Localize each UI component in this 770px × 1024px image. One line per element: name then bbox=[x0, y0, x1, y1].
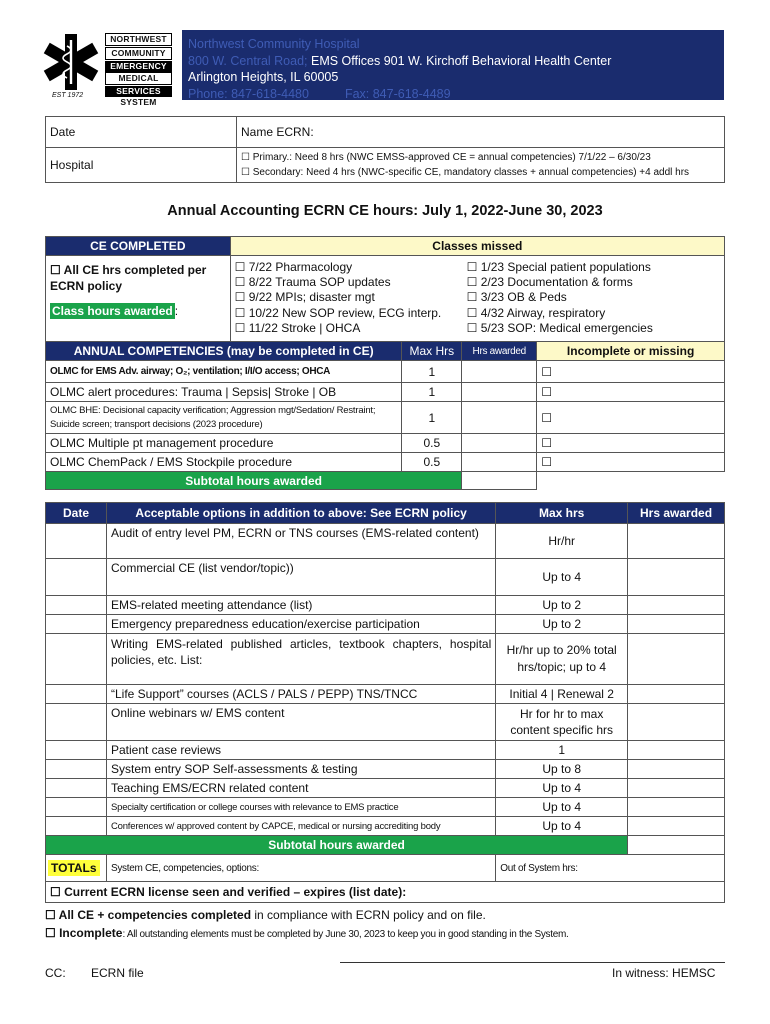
competency-checkbox[interactable]: ☐ bbox=[537, 402, 725, 434]
competency-name: OLMC BHE: Decisional capacity verification; Aggression mgt/Sedation/ Restraint; Suicide screen; transport decisions (2023 procedure) bbox=[46, 402, 402, 434]
option-date-input[interactable] bbox=[46, 559, 107, 596]
competency-name: OLMC ChemPack / EMS Stockpile procedure bbox=[46, 453, 402, 472]
class-item[interactable]: ☐ 11/22 Stroke | OHCA bbox=[234, 320, 361, 335]
competency-checkbox[interactable]: ☐ bbox=[537, 453, 725, 472]
option-name: Emergency preparedness education/exercise participation bbox=[106, 615, 495, 634]
option-max: 1 bbox=[496, 741, 628, 760]
competency-checkbox[interactable]: ☐ bbox=[537, 361, 725, 383]
ce-completed-header: CE COMPLETED bbox=[46, 237, 231, 256]
option-date-input[interactable] bbox=[46, 634, 107, 685]
logo-line-4: MEDICAL bbox=[105, 72, 172, 85]
competency-name: OLMC alert procedures: Trauma | Sepsis| Stroke | OB bbox=[46, 383, 402, 402]
classes-missed-header: Classes missed bbox=[230, 237, 724, 256]
option-max: Up to 4 bbox=[496, 798, 628, 817]
competency-awarded-input[interactable] bbox=[462, 402, 537, 434]
logo-line-1: NORTHWEST bbox=[105, 33, 172, 46]
competency-checkbox[interactable]: ☐ bbox=[537, 383, 725, 402]
all-ce-completed-checkbox[interactable]: ☐ All CE + competencies completed bbox=[45, 908, 252, 922]
star-of-life-icon bbox=[38, 32, 104, 92]
secondary-option[interactable]: ☐ Secondary: Need 4 hrs (NWC-specific CE, mandatory classes + annual competencies) +4 addl hrs bbox=[241, 167, 690, 178]
option-name: System entry SOP Self-assessments & testing bbox=[106, 760, 495, 779]
table-row bbox=[46, 779, 725, 798]
option-name: Patient case reviews bbox=[106, 741, 495, 760]
option-date-input[interactable] bbox=[46, 524, 107, 559]
option-date-input[interactable] bbox=[46, 817, 107, 836]
competency-awarded-input[interactable] bbox=[462, 453, 537, 472]
table-row bbox=[46, 817, 725, 836]
hospital-label: Hospital bbox=[46, 148, 237, 183]
class-item[interactable]: ☐ 3/23 OB & Peds bbox=[466, 290, 567, 305]
table-row bbox=[46, 434, 725, 453]
option-name: Commercial CE (list vendor/topic)) bbox=[106, 559, 495, 596]
option-name: Audit of entry level PM, ECRN or TNS courses (EMS-related content) bbox=[106, 524, 495, 559]
table-row bbox=[46, 798, 725, 817]
classes-right-list bbox=[467, 260, 653, 336]
option-max: Up to 2 bbox=[496, 596, 628, 615]
class-item[interactable]: ☐ 8/22 Trauma SOP updates bbox=[234, 275, 391, 290]
option-max: Up to 4 bbox=[496, 559, 628, 596]
class-item[interactable]: ☐ 4/32 Airway, respiratory bbox=[466, 305, 606, 320]
option-awarded-input[interactable] bbox=[628, 596, 725, 615]
table-row bbox=[46, 402, 725, 434]
logo-line-5: SERVICES bbox=[105, 86, 172, 97]
license-verified-checkbox[interactable]: ☐ Current ECRN license seen and verified – expires (list date): bbox=[46, 882, 725, 903]
competency-awarded-input[interactable] bbox=[462, 383, 537, 402]
primary-option[interactable]: ☐ Primary.: Need 8 hrs (NWC EMSS-approved CE = annual competencies) 7/1/22 – 6/30/23 bbox=[241, 152, 651, 163]
option-awarded-input[interactable] bbox=[628, 741, 725, 760]
option-date-input[interactable] bbox=[46, 779, 107, 798]
witness-label: In witness: HEMSC bbox=[612, 966, 716, 980]
table-row bbox=[46, 615, 725, 634]
city-state-zip: Arlington Heights, IL 60005 bbox=[188, 70, 339, 84]
options-awarded-header: Hrs awarded bbox=[628, 503, 725, 524]
competencies-subtotal-label: Subtotal hours awarded bbox=[46, 472, 462, 490]
date-label: Date bbox=[46, 117, 237, 148]
option-awarded-input[interactable] bbox=[628, 760, 725, 779]
name-ecrn-field[interactable]: Name ECRN: bbox=[237, 117, 725, 148]
option-name: Online webinars w/ EMS content bbox=[106, 704, 495, 741]
option-max: Hr for hr to max content specific hrs bbox=[496, 704, 628, 741]
options-subtotal-input[interactable] bbox=[628, 836, 725, 855]
competencies-subtotal-input[interactable] bbox=[462, 472, 537, 490]
table-row bbox=[46, 741, 725, 760]
class-item[interactable]: ☐ 7/22 Pharmacology bbox=[234, 260, 353, 274]
competencies-header: ANNUAL COMPETENCIES (may be completed in CE) bbox=[46, 342, 402, 361]
hospital-name: Northwest Community Hospital bbox=[188, 37, 360, 51]
all-ce-completed-text: in compliance with ECRN policy and on file. bbox=[251, 908, 486, 922]
competency-max: 0.5 bbox=[402, 434, 462, 453]
options-header: Acceptable options in addition to above: See ECRN policy bbox=[106, 503, 495, 524]
option-name: Teaching EMS/ECRN related content bbox=[106, 779, 495, 798]
ecrn-info-table bbox=[45, 116, 725, 183]
ce-table: CE COMPLETED Classes missed ☐ All CE hrs completed per ECRN policy Class hours awarded : ☐ 7/22 Pharmacology ☐ 8/22 Trauma SOP updates ☐ 9/22 MPIs; disaster mgt ☐ 10/22 New SOP review, ECG interp. ☐ 11/22 Stroke | OHCA ☐ 1/23 Special patient populations ☐ 2/23 Documentation & forms ☐ 3/23 OB & Peds ☐ 4/32 Airway, respiratory ☐ 5/23 SOP: Medical emergencies ANNUAL COMPETENCIES (may be completed in CE) Max Hrs Hrs awarded Incomplete or missing OLMC for EMS Adv. airway; O₂; ventilation; I/I/O access; OHCA 1 ☐ OLMC alert procedures: Trauma | Sepsis| Stroke | OB 1 ☐ OLMC BHE: Decisional capacity verification; Aggression mgt/Sedation/ Restraint; Suicide screen; transport decisions (2023 procedure) 1 ☐ OLMC Multiple pt management procedure 0.5 ☐ OLMC ChemPack / EMS Stockpile procedure 0.5 ☐ Subtotal hours awarded bbox=[45, 236, 725, 490]
competency-max: 0.5 bbox=[402, 453, 462, 472]
option-awarded-input[interactable] bbox=[628, 817, 725, 836]
competency-name: OLMC for EMS Adv. airway; O₂; ventilation; I/I/O access; OHCA bbox=[46, 361, 402, 383]
option-date-input[interactable] bbox=[46, 704, 107, 741]
signature-line[interactable] bbox=[340, 962, 725, 963]
option-date-input[interactable] bbox=[46, 798, 107, 817]
page-title: Annual Accounting ECRN CE hours: July 1, 2022-June 30, 2023 bbox=[167, 203, 603, 219]
cc-label: CC: bbox=[45, 966, 66, 980]
class-item[interactable]: ☐ 10/22 New SOP review, ECG interp. bbox=[234, 305, 442, 320]
class-item[interactable]: ☐ 2/23 Documentation & forms bbox=[466, 275, 633, 290]
ems-office-address: EMS Offices 901 W. Kirchoff Behavioral Health Center bbox=[311, 53, 612, 68]
table-row bbox=[46, 383, 725, 402]
table-row bbox=[46, 634, 725, 685]
option-name: EMS-related meeting attendance (list) bbox=[106, 596, 495, 615]
hrs-awarded-header: Hrs awarded bbox=[462, 342, 537, 361]
option-name: Specialty certification or college courses with relevance to EMS practice bbox=[106, 798, 495, 817]
option-awarded-input[interactable] bbox=[628, 798, 725, 817]
options-max-header: Max hrs bbox=[496, 503, 628, 524]
option-awarded-input[interactable] bbox=[628, 634, 725, 685]
option-max: Hr/hr bbox=[496, 524, 628, 559]
table-row bbox=[46, 559, 725, 596]
competency-max: 1 bbox=[402, 383, 462, 402]
option-name: Writing EMS-related published articles, textbook chapters, hospital policies, etc. List: bbox=[106, 634, 495, 685]
option-max: Hr/hr up to 20% total hrs/topic; up to 4 bbox=[496, 634, 628, 685]
totals-label: TOTALs bbox=[48, 860, 100, 876]
incomplete-text: : All outstanding elements must be completed by June 30, 2023 to keep you in good standing in the System. bbox=[122, 929, 569, 940]
options-date-header: Date bbox=[46, 503, 107, 524]
options-table bbox=[45, 502, 725, 903]
class-item[interactable]: ☐ 1/23 Special patient populations bbox=[466, 260, 651, 274]
header-address-box: Northwest Community Hospital 800 W. Central Road; EMS Offices 901 W. Kirchoff Behavioral Health Center Arlington Heights, IL 60005 Phone: 847-618-4480 Fax: 847-618-4489 bbox=[182, 30, 724, 100]
option-date-input[interactable] bbox=[46, 615, 107, 634]
table-row bbox=[46, 596, 725, 615]
table-row bbox=[46, 453, 725, 472]
option-max: Initial 4 | Renewal 2 bbox=[496, 685, 628, 704]
system-ce-field[interactable]: System CE, competencies, options: bbox=[106, 855, 495, 882]
incomplete-line[interactable] bbox=[45, 926, 568, 940]
table-row bbox=[46, 524, 725, 559]
table-row bbox=[46, 685, 725, 704]
logo-line-2: COMMUNITY bbox=[105, 47, 172, 60]
competency-max: 1 bbox=[402, 361, 462, 383]
option-awarded-input[interactable] bbox=[628, 615, 725, 634]
competency-name: OLMC Multiple pt management procedure bbox=[46, 434, 402, 453]
incomplete-checkbox[interactable]: ☐ Incomplete bbox=[45, 926, 123, 940]
logo-est: EST 1972 bbox=[52, 92, 84, 99]
table-row bbox=[46, 704, 725, 741]
option-awarded-input[interactable] bbox=[628, 524, 725, 559]
option-date-input[interactable] bbox=[46, 760, 107, 779]
option-awarded-input[interactable] bbox=[628, 685, 725, 704]
max-hrs-header: Max Hrs bbox=[402, 342, 462, 361]
all-ce-completed-line[interactable] bbox=[45, 908, 486, 922]
option-max: Up to 2 bbox=[496, 615, 628, 634]
cc-value: ECRN file bbox=[91, 966, 144, 980]
competency-awarded-input[interactable] bbox=[462, 361, 537, 383]
class-item[interactable]: ☐ 5/23 SOP: Medical emergencies bbox=[466, 320, 653, 335]
option-awarded-input[interactable] bbox=[628, 779, 725, 798]
option-max: Up to 4 bbox=[496, 817, 628, 836]
hospital-address: 800 W. Central Road bbox=[188, 53, 305, 68]
option-name: “Life Support” courses (ACLS / PALS / PEPP) TNS/TNCC bbox=[106, 685, 495, 704]
competency-awarded-input[interactable] bbox=[462, 434, 537, 453]
nwc-ems-logo bbox=[38, 30, 178, 107]
option-awarded-input[interactable] bbox=[628, 704, 725, 741]
logo-line-6: SYSTEM bbox=[120, 97, 157, 107]
classes-left-list bbox=[235, 260, 467, 336]
options-subtotal-label: Subtotal hours awarded bbox=[46, 836, 628, 855]
fax-number: Fax: 847-618-4489 bbox=[344, 86, 451, 101]
competency-checkbox[interactable]: ☐ bbox=[537, 434, 725, 453]
logo-line-3: EMERGENCY bbox=[105, 61, 172, 72]
incomplete-header: Incomplete or missing bbox=[537, 342, 725, 361]
option-name: Conferences w/ approved content by CAPCE, medical or nursing accrediting body bbox=[106, 817, 495, 836]
option-date-input[interactable] bbox=[46, 685, 107, 704]
option-max: Up to 8 bbox=[496, 760, 628, 779]
class-item[interactable]: ☐ 9/22 MPIs; disaster mgt bbox=[234, 290, 375, 305]
all-ce-checkbox[interactable]: ☐ All CE hrs completed per ECRN policy bbox=[50, 263, 207, 293]
table-row bbox=[46, 361, 725, 383]
class-hours-awarded-label: Class hours awarded bbox=[52, 304, 173, 318]
competency-max: 1 bbox=[402, 402, 462, 434]
option-max: Up to 4 bbox=[496, 779, 628, 798]
option-date-input[interactable] bbox=[46, 741, 107, 760]
phone-number: Phone: 847-618-4480 bbox=[188, 86, 309, 101]
out-of-system-field[interactable]: Out of System hrs: bbox=[496, 855, 725, 882]
option-awarded-input[interactable] bbox=[628, 559, 725, 596]
option-date-input[interactable] bbox=[46, 596, 107, 615]
table-row bbox=[46, 760, 725, 779]
